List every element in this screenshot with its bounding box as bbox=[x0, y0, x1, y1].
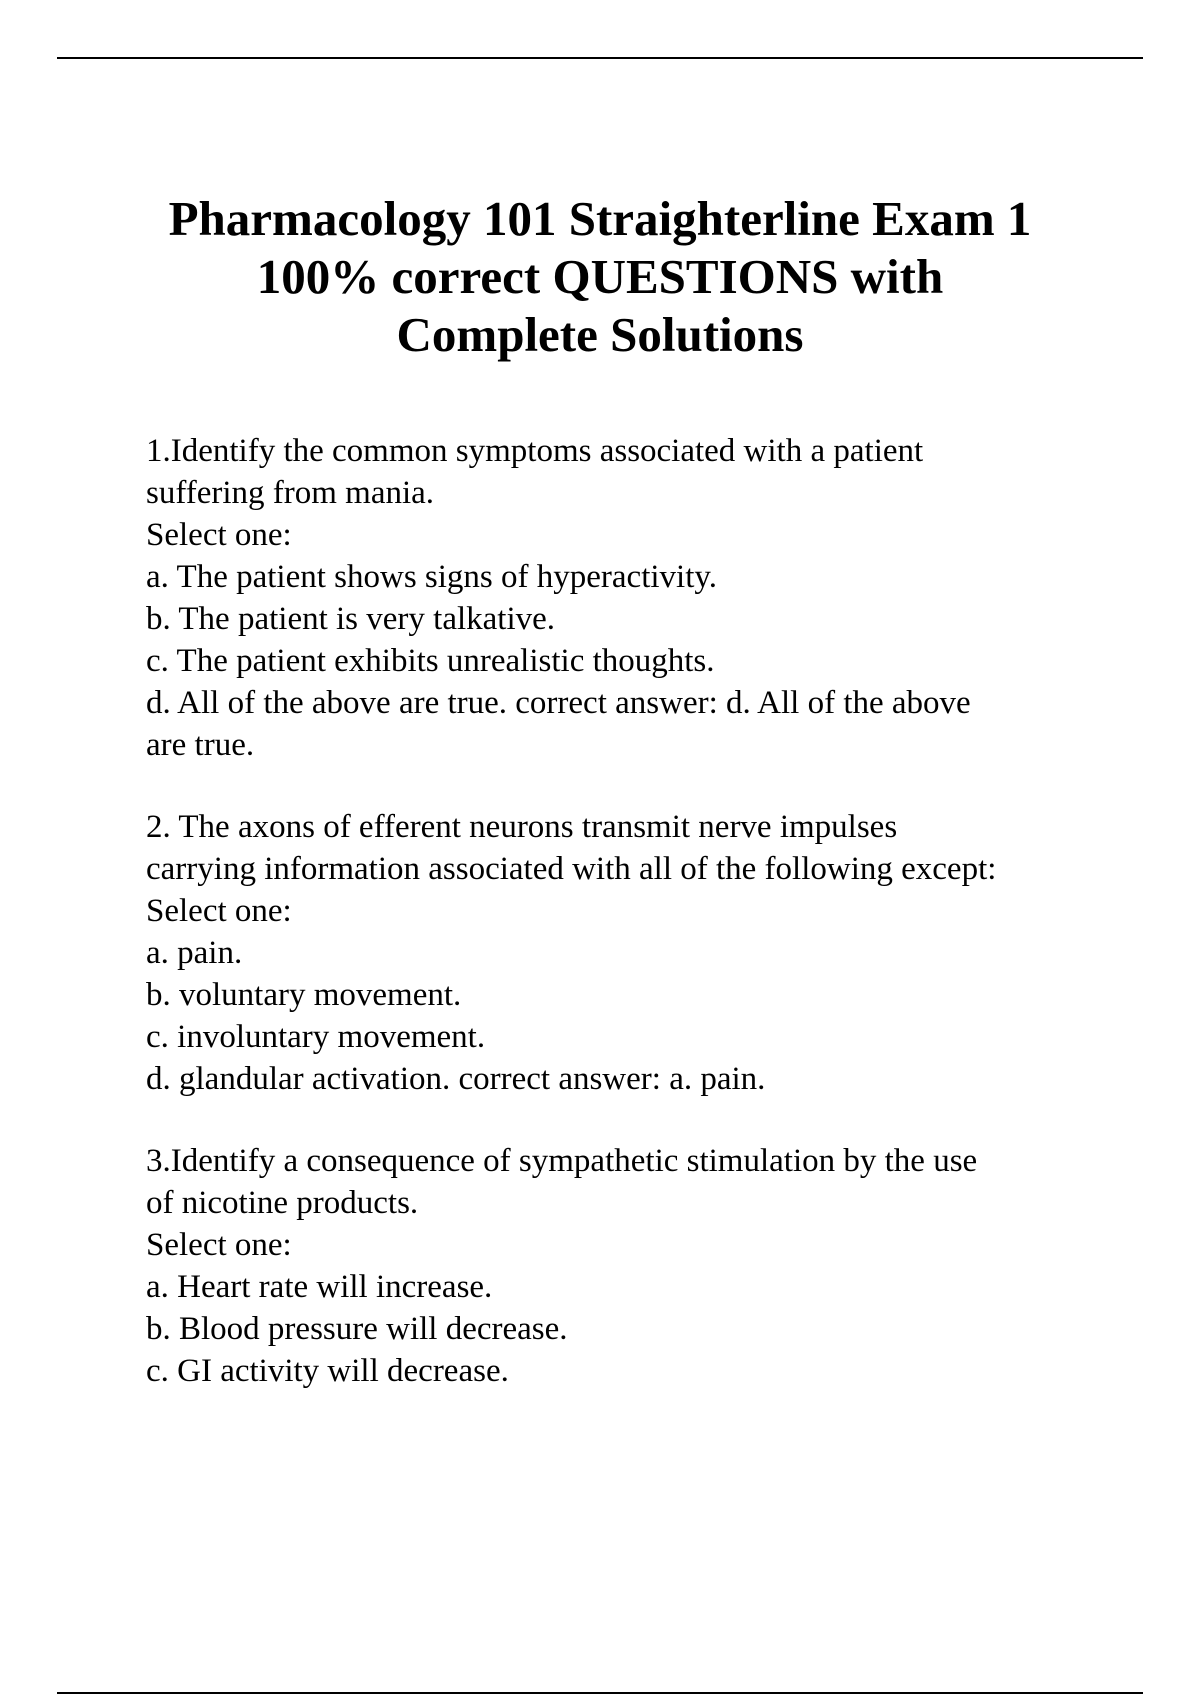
option-d-with-answer: d. All of the above are true. correct answer: d. All of the above bbox=[146, 685, 971, 721]
title-line: Complete Solutions bbox=[396, 307, 804, 362]
question-stem: suffering from mania. bbox=[146, 475, 435, 511]
question-stem: 3.Identify a consequence of sympathetic stimulation by the use bbox=[146, 1143, 978, 1179]
select-one-label: Select one: bbox=[146, 1227, 292, 1263]
select-one-label: Select one: bbox=[146, 893, 292, 929]
option-a: a. pain. bbox=[146, 935, 243, 971]
select-one-label: Select one: bbox=[146, 517, 292, 553]
question-stem: carrying information associated with all of the following except: bbox=[146, 851, 997, 887]
option-c: c. GI activity will decrease. bbox=[146, 1353, 509, 1389]
option-c: c. The patient exhibits unrealistic thoughts. bbox=[146, 643, 715, 679]
questions-section bbox=[146, 430, 1106, 1432]
option-d-continued: are true. bbox=[146, 727, 255, 763]
question-stem: 2. The axons of efferent neurons transmit nerve impulses bbox=[146, 809, 898, 845]
bottom-rule bbox=[57, 1692, 1143, 1694]
option-b: b. The patient is very talkative. bbox=[146, 601, 556, 637]
question-stem: of nicotine products. bbox=[146, 1185, 419, 1221]
option-b: b. voluntary movement. bbox=[146, 977, 462, 1013]
title-line: Pharmacology 101 Straighterline Exam 1 bbox=[168, 191, 1032, 246]
option-a: a. Heart rate will increase. bbox=[146, 1269, 493, 1305]
title-line: 100% correct QUESTIONS with bbox=[256, 249, 944, 304]
document-title bbox=[120, 190, 1080, 364]
question-stem: 1.Identify the common symptoms associated with a patient bbox=[146, 433, 924, 469]
option-c: c. involuntary movement. bbox=[146, 1019, 486, 1055]
question-3 bbox=[146, 1140, 1106, 1392]
option-d-with-answer: d. glandular activation. correct answer: a. pain. bbox=[146, 1061, 766, 1097]
question-2 bbox=[146, 806, 1106, 1100]
top-rule bbox=[57, 57, 1143, 59]
option-a: a. The patient shows signs of hyperactivity. bbox=[146, 559, 717, 595]
question-1 bbox=[146, 430, 1106, 766]
option-b: b. Blood pressure will decrease. bbox=[146, 1311, 568, 1347]
